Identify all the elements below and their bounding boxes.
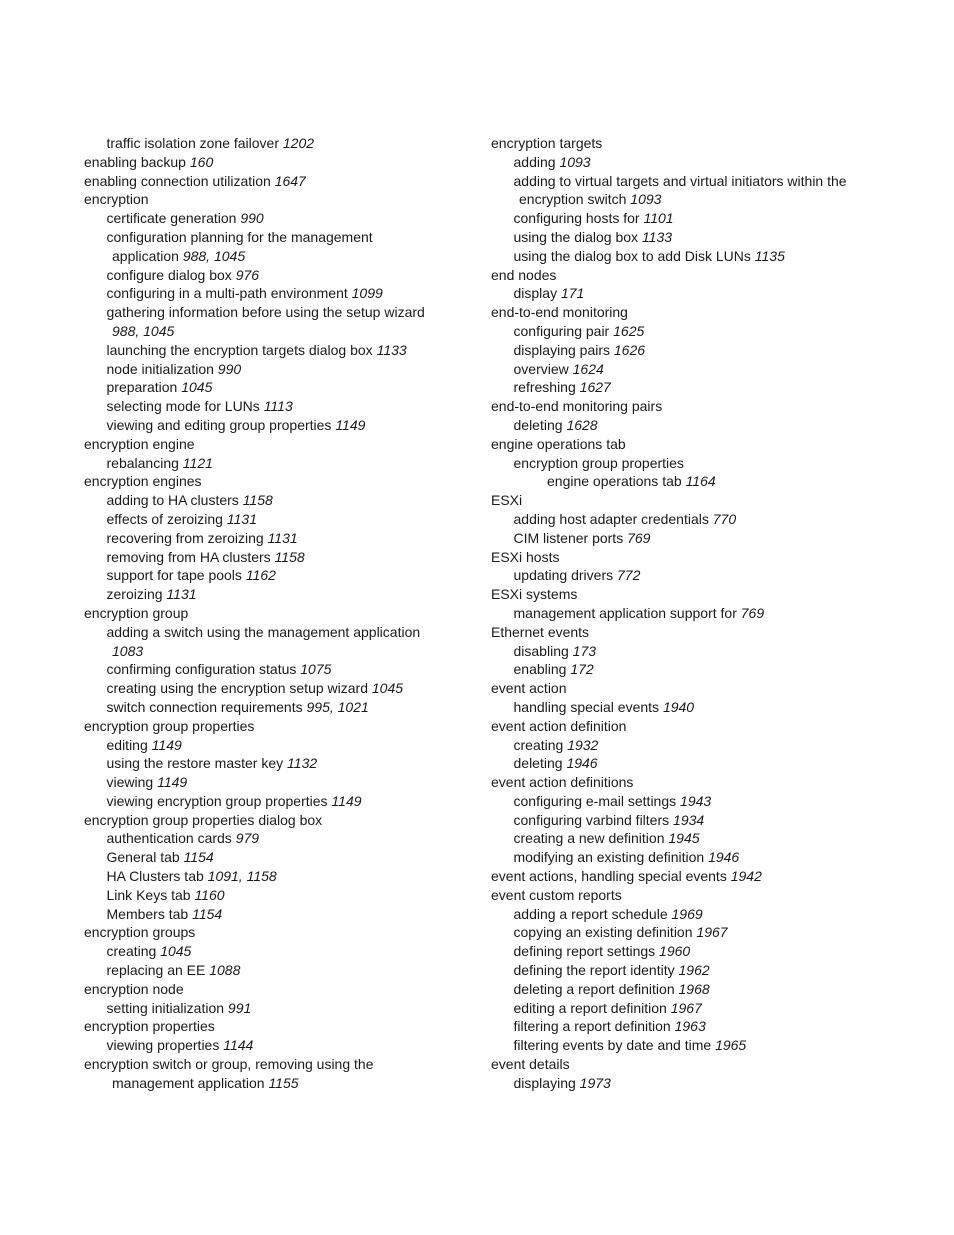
index-entry-text: filtering a report definition [513,1018,675,1035]
index-subterm [491,980,886,999]
index-page-ref: 1967 [696,924,728,941]
index-entry-text: display [513,285,561,302]
index-page-ref: 1121 [182,454,213,471]
index-entry-text: adding [513,153,560,170]
index-subterm [491,360,886,379]
index-entry-text: engine operations tab [547,473,686,490]
index-entry-text: creating using the encryption setup wizard [106,680,372,697]
index-subterm [491,1017,886,1036]
index-subterm [491,566,886,585]
index-page-ref: 991 [227,999,252,1016]
index-subterm [491,999,886,1018]
index-column-left [84,134,464,1093]
index-entry-text: event action definitions [491,774,634,791]
index-subterm [491,153,886,172]
index-page-ref: 1164 [685,473,716,490]
index-subterm [491,529,886,548]
index-page-ref: 1045 [181,379,213,396]
index-page-ref: 1101 [643,210,674,227]
index-entry-text: configuring e-mail settings [513,792,681,809]
index-entry-text: node initialization [106,360,218,377]
index-page-ref: 990 [217,360,242,377]
index-entry-text: event action [491,680,567,697]
index-entry-text: adding to virtual targets and virtual initiators within the [513,172,847,189]
index-subterm [491,698,886,717]
index-entry-text: engine operations tab [491,435,626,452]
index-page-ref: 1144 [223,1037,254,1054]
index-subterm [84,905,464,924]
index-entry-text: viewing encryption group properties [106,792,332,809]
index-subterm [491,247,886,266]
index-page-ref: 1942 [730,868,762,885]
index-subterm [491,322,886,341]
index-page-ref: 1154 [183,849,214,866]
index-entry-text: adding to HA clusters [106,492,243,509]
index-entry-text: confirming configuration status [106,661,301,678]
index-page-ref: 1131 [226,510,257,527]
index-page-ref: 1149 [157,774,188,791]
index-entry-text: configuring varbind filters [513,811,674,828]
index-subterm [84,322,464,341]
index-subterm [84,209,464,228]
index-subterm [491,905,886,924]
index-page-ref: 1162 [245,567,276,584]
index-entry-text: CIM listener ports [513,529,628,546]
index-term [491,134,886,153]
index-page-ref: 1131 [267,529,298,546]
index-entry-text: using the restore master key [106,755,288,772]
index-entry-text: adding host adapter credentials [513,510,713,527]
index-page-ref: 171 [560,285,585,302]
index-entry-text: rebalancing [106,454,183,471]
index-subterm [84,698,464,717]
index-subterm [84,397,464,416]
index-subterm [84,886,464,905]
index-subterm [84,585,464,604]
index-term [84,153,464,172]
index-subterm [491,190,886,209]
index-page-ref: 769 [627,529,651,546]
index-term [491,266,886,285]
index-subterm [84,773,464,792]
index-page-ref: 770 [712,510,737,527]
index-entry-text: setting initialization [106,999,228,1016]
index-page-ref: 1133 [376,341,407,358]
index-term [491,867,886,886]
index-page-ref: 1943 [680,792,712,809]
index-entry-text: configure dialog box [106,266,236,283]
index-page-ref: 173 [572,642,597,659]
index-subterm [84,284,464,303]
index-page-ref: 1091, 1158 [207,868,277,885]
index-term [84,811,464,830]
index-subterm [84,454,464,473]
index-entry-text: adding a report schedule [513,905,672,922]
index-page-ref: 1133 [641,228,673,245]
index-subterm [491,811,886,830]
index-entry-text: encryption group [84,604,189,621]
index-entry-text: preparation [106,379,182,396]
index-term [84,980,464,999]
index-page-ref: 976 [235,266,260,283]
index-subterm [491,923,886,942]
index-page-ref: 1932 [567,736,599,753]
index-subterm [84,247,464,266]
index-page-ref: 1946 [566,755,598,772]
index-page-ref: 988, 1045 [182,247,246,264]
index-term [491,585,886,604]
index-term [491,679,886,698]
index-term [491,397,886,416]
index-term [84,435,464,454]
index-subterm [491,961,886,980]
index-entry-text: ESXi systems [491,586,578,603]
index-subterm [491,642,886,661]
index-entry-text: Members tab [106,905,193,922]
index-entry-text: displaying pairs [513,341,614,358]
index-entry-text: end nodes [491,266,557,283]
index-subterm [491,792,886,811]
index-page-ref: 1158 [274,548,305,565]
index-term [84,1055,464,1074]
index-subterm [84,491,464,510]
index-entry-text: traffic isolation zone failover [106,135,283,151]
index-page-ref: 1624 [572,360,604,377]
index-subterm [84,942,464,961]
index-page-ref: 1627 [579,379,611,396]
index-entry-text: encryption targets [491,135,603,151]
index-subterm [491,228,886,247]
index-subterm [491,510,886,529]
index-subterm [491,1074,886,1093]
index-subterm [491,209,886,228]
index-entry-text: event custom reports [491,886,622,903]
index-entry-text: Ethernet events [491,623,590,640]
index-page-ref: 172 [570,661,594,678]
index-subterm [491,454,886,473]
index-entry-text: application [112,247,183,264]
index-subterm [84,867,464,886]
index-subterm [84,266,464,285]
index-entry-text: deleting [513,755,567,772]
index-subterm [491,736,886,755]
index-page-ref: 1967 [670,999,702,1016]
index-entry-text: handling special events [513,698,663,715]
index-term [491,886,886,905]
index-term [491,491,886,510]
index-entry-text: defining report settings [513,943,660,960]
index-page-ref: 1132 [287,755,318,772]
index-page-ref: 1934 [673,811,705,828]
index-subterm [84,341,464,360]
index-page-ref: 772 [617,567,641,584]
index-term [84,172,464,191]
index-entry-text: defining the report identity [513,962,679,979]
index-entry-text: copying an existing definition [513,924,697,941]
index-term [84,923,464,942]
index-subterm [491,829,886,848]
index-entry-text: overview [513,360,573,377]
index-entry-text: switch connection requirements [106,698,307,715]
index-subterm [84,961,464,980]
index-subterm [84,566,464,585]
index-entry-text: encryption node [84,980,184,997]
index-page-ref: 1083 [112,642,144,659]
index-entry-text: support for tape pools [106,567,246,584]
index-term [84,190,464,209]
index-page-ref: 1968 [678,980,710,997]
index-entry-text: using the dialog box to add Disk LUNs [513,247,755,264]
index-entry-text: deleting a report definition [513,980,679,997]
index-page-ref: 1626 [613,341,646,358]
index-page-ref: 1160 [194,886,225,903]
index-page-ref: 1628 [566,416,598,433]
index-entry-text: editing a report definition [513,999,671,1016]
index-subterm [84,829,464,848]
index-subterm [491,378,886,397]
index-entry-text: replacing an EE [106,962,210,979]
index-entry-text: filtering events by date and time [513,1037,716,1054]
index-entry-text: adding a switch using the management application [106,623,421,640]
index-page-ref: 1113 [263,398,293,415]
index-entry-text: recovering from zeroizing [106,529,268,546]
index-subterm [84,736,464,755]
index-entry-text: Link Keys tab [106,886,195,903]
index-entry-text: certificate generation [106,210,241,227]
index-page-ref: 1158 [242,492,273,509]
index-entry-text: encryption group properties [513,454,684,471]
index-entry-text: encryption group properties [84,717,255,734]
index-term [84,1074,464,1093]
index-term [491,435,886,454]
index-page-ref: 1088 [209,962,241,979]
index-page-ref: 988, 1045 [112,322,175,339]
index-subsubterm [491,472,886,491]
index-page-ref: 990 [240,210,264,227]
index-page-ref: 1099 [351,285,383,302]
index-subterm [84,754,464,773]
index-entry-text: event action definition [491,717,627,734]
index-entry-text: encryption group properties dialog box [84,811,323,828]
index-entry-text: configuration planning for the management [106,228,373,245]
index-column-right [491,134,886,1093]
index-term [84,472,464,491]
index-entry-text: enabling [513,661,571,678]
index-entry-text: encryption engine [84,435,195,452]
index-page-ref: 160 [189,153,214,170]
index-subterm [84,679,464,698]
index-subterm [84,529,464,548]
index-term [491,303,886,322]
index-entry-text: launching the encryption targets dialog box [106,341,377,358]
index-entry-text: creating [513,736,568,753]
index-subterm [491,604,886,623]
index-subterm [84,1036,464,1055]
index-subterm [491,754,886,773]
index-page-ref: 995, 1021 [306,698,369,715]
index-page-ref: 1973 [579,1074,611,1091]
index-entry-text: viewing [106,774,158,791]
index-page-ref: 1093 [630,191,662,208]
index-entry-text: deleting [513,416,567,433]
index-subterm [84,360,464,379]
index-term [491,717,886,736]
index-subterm [491,284,886,303]
index-entry-text: encryption properties [84,1018,215,1035]
index-entry-text: encryption groups [84,924,196,941]
index-entry-text: disabling [513,642,573,659]
index-subterm [84,548,464,567]
index-subterm [84,378,464,397]
index-entry-text: HA Clusters tab [106,868,208,885]
index-entry-text: ESXi [491,492,523,509]
index-term [84,1017,464,1036]
index-entry-text: editing [106,736,152,753]
index-entry-text: modifying an existing definition [513,849,709,866]
index-page-ref: 1962 [678,962,710,979]
index-entry-text: refreshing [513,379,580,396]
index-term [84,717,464,736]
index-entry-text: General tab [106,849,184,866]
index-subterm [491,341,886,360]
index-entry-text: displaying [513,1074,580,1091]
index-entry-text: using the dialog box [513,228,642,245]
index-subterm [84,303,464,322]
index-entry-text: authentication cards [106,830,236,847]
index-page-ref: 1149 [331,792,362,809]
index-entry-text: management application [112,1074,269,1091]
index-page-ref: 1965 [715,1037,747,1054]
index-subterm [491,1036,886,1055]
index-entry-text: configuring hosts for [513,210,644,227]
index-page-ref: 1045 [160,943,192,960]
index-page-ref: 1960 [659,943,691,960]
index-page-ref: 1969 [671,905,703,922]
index-entry-text: event actions, handling special events [491,868,731,885]
index-subterm [491,942,886,961]
index-entry-text: removing from HA clusters [106,548,275,565]
index-subterm [84,848,464,867]
index-subterm [84,228,464,247]
index-entry-text: viewing properties [106,1037,224,1054]
index-entry-text: gathering information before using the setup wizard [106,304,425,321]
index-page-ref: 1045 [371,680,404,697]
index-subterm [84,510,464,529]
index-entry-text: encryption engines [84,473,202,490]
index-entry-text: creating [106,943,161,960]
index-subterm [84,416,464,435]
index-page-ref: 1963 [674,1018,706,1035]
index-term [84,604,464,623]
index-subterm [84,623,464,642]
index-entry-text: creating a new definition [513,830,669,847]
index-term [491,1055,886,1074]
index-entry-text: event details [491,1056,570,1073]
index-entry-text: updating drivers [513,567,618,584]
index-page-ref: 1155 [268,1074,299,1091]
index-page-ref: 1075 [300,661,332,678]
index-page-ref: 1149 [151,736,182,753]
index-page-ref: 769 [740,604,765,621]
index-page-ref: 1149 [335,416,366,433]
index-subterm [84,999,464,1018]
index-page-ref: 1946 [708,849,740,866]
index-subterm [491,848,886,867]
index-subterm [84,134,464,153]
index-page-ref: 1093 [559,153,591,170]
index-page-ref: 1154 [192,905,223,922]
index-entry-text: effects of zeroizing [106,510,227,527]
index-entry-text: configuring pair [513,322,614,339]
index-entry-text: end-to-end monitoring pairs [491,398,663,415]
index-subterm [84,792,464,811]
index-subterm [84,642,464,661]
index-entry-text: encryption switch [519,191,631,208]
index-entry-text: ESXi hosts [491,548,560,565]
index-page-ref: 979 [235,830,260,847]
index-term [491,623,886,642]
index-subterm [491,660,886,679]
index-entry-text: encryption [84,191,149,208]
index-subterm [491,172,886,191]
index-page-ref: 1647 [274,172,306,189]
index-page-ref: 1131 [166,586,197,603]
index-subterm [491,416,886,435]
index-term [491,773,886,792]
index-entry-text: management application support for [513,604,741,621]
index-entry-text: selecting mode for LUNs [106,398,264,415]
index-page-ref: 1940 [662,698,695,715]
index-page-ref: 1135 [754,247,785,264]
index-entry-text: enabling connection utilization [84,172,275,189]
index-entry-text: configuring in a multi-path environment [106,285,352,302]
index-page-ref: 1202 [282,135,315,151]
index-page-ref: 1945 [668,830,700,847]
index-entry-text: enabling backup [84,153,190,170]
index-entry-text: encryption switch or group, removing using the [84,1056,374,1073]
index-subterm [84,660,464,679]
index-entry-text: end-to-end monitoring [491,304,628,321]
index-term [491,548,886,567]
index-entry-text: viewing and editing group properties [106,416,336,433]
index-page-ref: 1625 [613,322,645,339]
index-entry-text: zeroizing [106,586,167,603]
